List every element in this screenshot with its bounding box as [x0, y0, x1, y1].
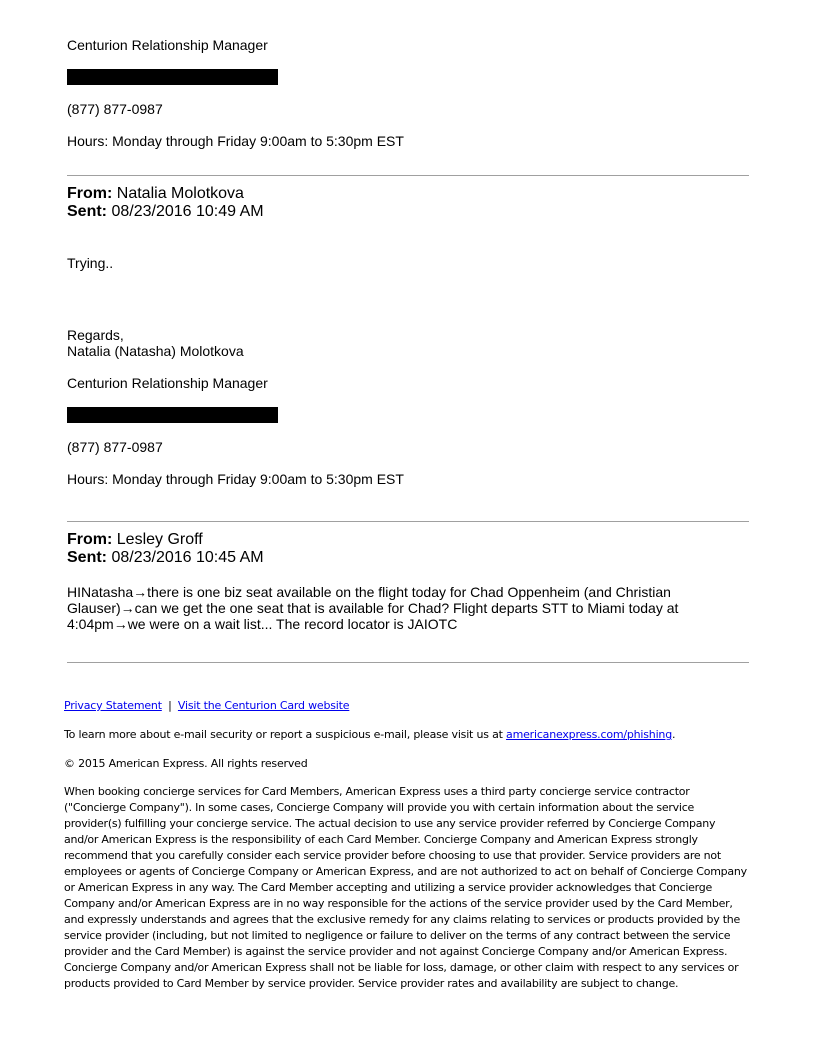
signature-hours: Hours: Monday through Friday 9:00am to 5:30pm EST: [67, 133, 404, 149]
sent-line: [67, 202, 264, 221]
redaction-bar: [67, 69, 278, 85]
from-label: From:: [67, 185, 113, 202]
sent-label: Sent:: [67, 203, 107, 220]
sent-value: 08/23/2016 10:49 AM: [111, 203, 264, 220]
from-name: Natalia Molotkova: [116, 185, 244, 202]
privacy-statement-link[interactable]: Privacy Statement: [64, 699, 162, 712]
message-body: [67, 584, 707, 632]
link-separator: |: [168, 699, 172, 712]
message-divider: [67, 175, 749, 176]
message-body-line: HINatasha→there is one biz seat available on the flight today for Chad Oppenheim (and Christian: [67, 584, 671, 600]
from-line: [67, 184, 244, 203]
signature-phone: (877) 877-0987: [67, 439, 163, 455]
message-body: Trying..: [67, 255, 114, 271]
from-name: Lesley Groff: [116, 531, 203, 548]
security-end: .: [672, 728, 676, 741]
sent-label: Sent:: [67, 549, 107, 566]
signature-title: Centurion Relationship Manager: [67, 37, 268, 53]
signature-regards: Regards,: [67, 327, 124, 343]
from-line: [67, 530, 203, 549]
security-text: To learn more about e-mail security or report a suspicious e-mail, please visit us at: [64, 728, 503, 741]
sent-line: [67, 548, 264, 567]
footer-links: [64, 698, 349, 714]
phishing-link[interactable]: americanexpress.com/phishing: [506, 728, 672, 741]
message-body-line: 4:04pm→we were on a wait list... The record locator is JAIOTC: [67, 616, 458, 632]
message-divider: [67, 662, 749, 663]
message-divider: [67, 521, 749, 522]
sent-value: 08/23/2016 10:45 AM: [111, 549, 264, 566]
disclaimer: When booking concierge services for Card Members, American Express uses a third party concierge service contractor ("Concierge Company"). In some cases, Concierge Company will provide you with certain information about the service provider(s) fulfilling your concierge service. The actual decision to use any service provider referred by Concierge Company and/or American Express is the responsibility of each Card Member. Concierge Company and American Express strongly recommend that you carefully consider each service provider before choosing to use that provider. Service providers are not employees or agents of Concierge Company or American Express, and are not authorized to act on behalf of Concierge Company or American Express in any way. The Card Member accepting and utilizing a service provider acknowledges that Concierge Company and/or American Express are in no way responsible for the actions of the service provider used by the Card Member, and expressly understands and agrees that the exclusive remedy for any claims relating to services or products provided by the service provider (including, but not limited to negligence or failure to deliver on the terms of any contract between the service provider and the Card Member) is against the service provider and not against Concierge Company and/or American Express. Concierge Company and/or American Express shall not be liable for loss, damage, or other claim with respect to any services or products provided to Card Member by service provider. Service provider rates and availability are subject to change.: [64, 785, 747, 990]
from-label: From:: [67, 531, 113, 548]
message-body-line: Glauser)→can we get the one seat that is available for Chad? Flight departs STT to Miami today at: [67, 600, 679, 616]
centurion-website-link[interactable]: Visit the Centurion Card website: [177, 699, 350, 712]
signature-name: Natalia (Natasha) Molotkova: [67, 343, 244, 359]
security-notice: [64, 727, 675, 743]
signature-hours: Hours: Monday through Friday 9:00am to 5:30pm EST: [67, 471, 404, 487]
copyright: © 2015 American Express. All rights reserved: [64, 757, 308, 770]
signature-title: Centurion Relationship Manager: [67, 375, 268, 391]
signature-phone: (877) 877-0987: [67, 101, 163, 117]
redaction-bar: [67, 407, 278, 423]
